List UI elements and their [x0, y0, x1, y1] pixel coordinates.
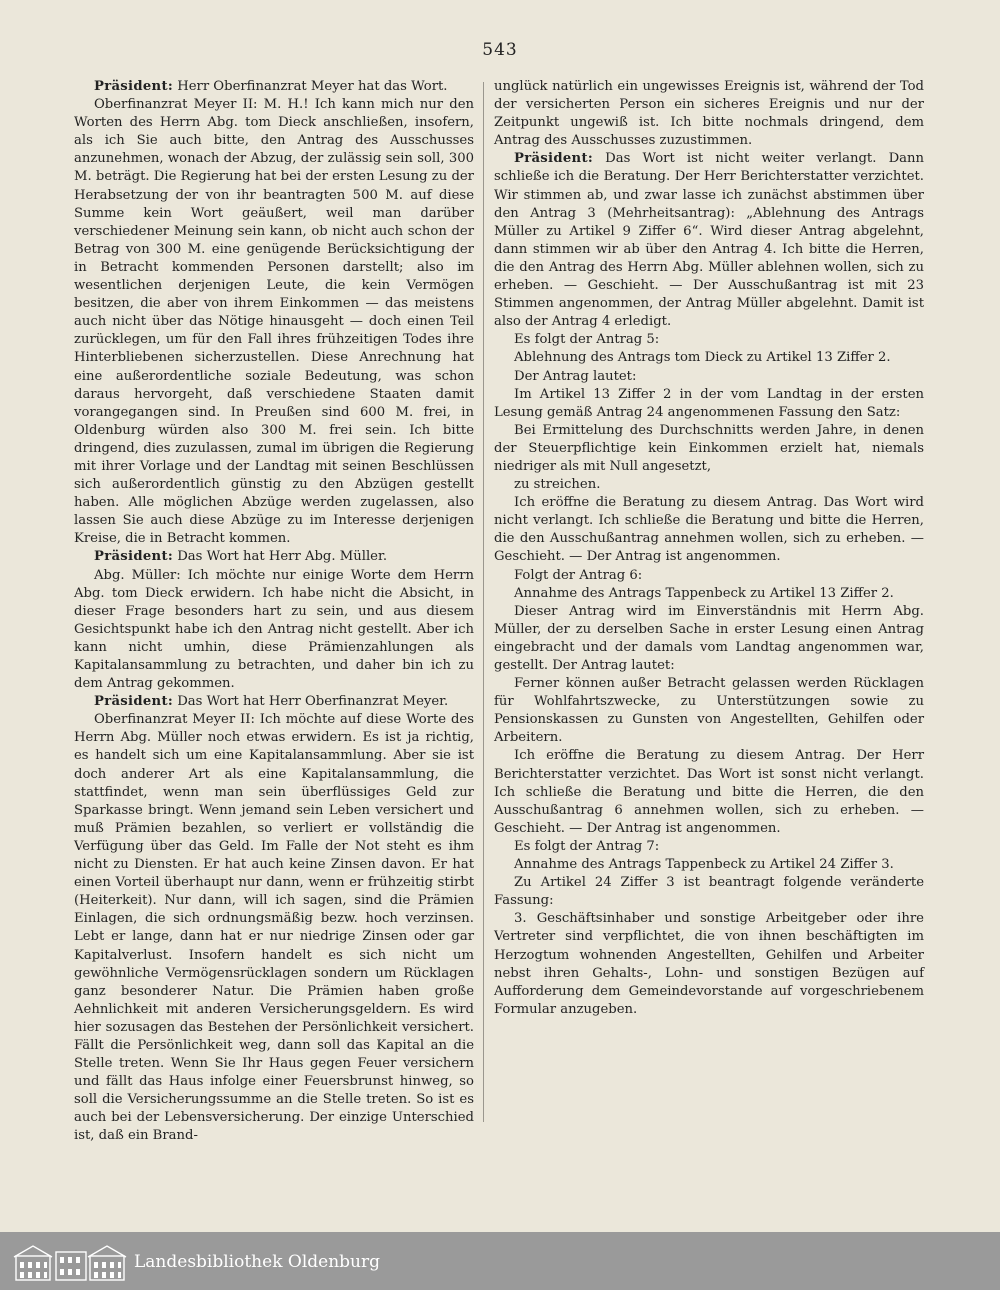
- speaker-text: Herr Oberfinanzrat Meyer hat das Wort.: [173, 79, 448, 94]
- paragraph: Oberfinanzrat Meyer II: Ich möchte auf diese Worte des Herrn Abg. Müller noch etwas erwidern. Es ist ja richtig, es handelt sich um eine Kapitalansammlung. Aber sie ist doch anderer Art als eine Kapitalansammlung, die stattfindet, wenn man sein überflüssiges Geld zur Sparkasse bringt. Wenn jemand sein Leben versichert und muß Prämien bezahlen, so verliert er vollständig die Verfügung über das Geld. Im Falle der Not steht es ihm nicht zu Diensten. Er hat auch keine Zinsen davon. Er hat einen Vorteil überhaupt nur dann, wenn er frühzeitig stirbt (Heiterkeit). Nur dann, will ich sagen, sind die Prämien Einlagen, die sich ordnungsmäßig bezw. hoch verzinsen. Lebt er lange, dann hat er nur niedrige Zinsen oder gar Kapitalverlust. Insofern handelt es sich nicht um gewöhnliche Vermögensrücklagen sondern um Rücklagen ganz besonderer Natur. Die Prämien haben große Aehnlichkeit mit anderen Versicherungsgeldern. Es wird hier sozusagen das Bestehen der Persönlichkeit versichert. Fällt die Persönlichkeit weg, dann soll das Kapital an die Stelle treten. Wenn Sie Ihr Haus gegen Feuer versichern und fällt das Haus infolge einer Feuersbrunst hinweg, so soll die Versicherungssumme an die Stelle treten. So ist es auch bei der Lebensversicherung. Der einzige Unterschied ist, daß ein Brand-: [74, 712, 474, 1144]
- indented-text: 3. Geschäftsinhaber und sonstige Arbeitgeber oder ihre Vertreter sind verpflichtet, die von ihnen beschäftigten im Herzogtum wohnenden Angestellten, Gehilfen und Arbeiter nebst ihren Gehalts-, Lohn- und sonstigen Bezügen auf Aufforderung dem Gemeindevorstande auf vorgeschriebenem Formular anzugeben.: [494, 911, 924, 1017]
- speaker-paragraph: [494, 150, 924, 331]
- indented-text: Annahme des Antrags Tappenbeck zu Artikel 13 Ziffer 2.: [514, 585, 894, 601]
- paragraph: Abg. Müller: Ich möchte nur einige Worte dem Herrn Abg. tom Dieck erwidern. Ich habe nicht die Absicht, in dieser Frage besonders hart zu sein, und aus diesem Gesichtspunkt habe ich den Antrag nicht gestellt. Aber ich kann nicht umhin, diese Prämienzahlungen als Kapitalansammlung zu betrachten, und daher bin ich zu dem Antrag gekommen.: [74, 567, 474, 692]
- speaker-text: Das Wort hat Herr Oberfinanzrat Meyer.: [173, 694, 449, 710]
- paragraph: Ich eröffne die Beratung zu diesem Antrag. Das Wort wird nicht verlangt. Ich schließe die Beratung und bitte die Herren, die den Ausschußantrag annehmen wollen, sich zu erheben. — Geschieht. — Der Antrag ist angenommen.: [494, 495, 924, 565]
- speaker-name: Präsident:: [94, 694, 174, 710]
- indented-text: Ferner können außer Betracht gelassen werden Rücklagen für Wohlfahrtszwecke, zu Unterstützungen sowie zu Pensionskassen zu Gunsten von Angestellten, Gehilfen oder Arbeitern.: [494, 676, 924, 746]
- indented-text: Es folgt der Antrag 5:: [514, 332, 660, 348]
- speaker-paragraph: [74, 78, 474, 96]
- speaker-name: Präsident:: [514, 151, 594, 167]
- paragraph: Ich eröffne die Beratung zu diesem Antrag. Der Herr Berichterstatter verzichtet. Das Wort ist sonst nicht verlangt. Ich schließe die Beratung und bitte die Herren, die den Ausschußantrag 6 annehmen wollen, sich zu erheben. — Geschieht. — Der Antrag ist angenommen.: [494, 748, 924, 836]
- right-column: [494, 78, 924, 1019]
- indented-text: Annahme des Antrags Tappenbeck zu Artikel 24 Ziffer 3.: [514, 857, 894, 873]
- indented-text: Bei Ermittelung des Durchschnitts werden Jahre, in denen der Steuerpflichtige kein Einkommen erzielt hat, niemals niedriger als mit Null angesetzt,: [494, 422, 924, 474]
- column-divider: [483, 82, 484, 1122]
- speaker-name: Präsident:: [94, 549, 174, 565]
- speaker-name: Präsident:: [94, 79, 174, 94]
- indented-text: Es folgt der Antrag 7:: [514, 838, 660, 854]
- indented-text: zu streichen.: [514, 477, 601, 493]
- paragraph: Dieser Antrag wird im Einverständnis mit Herrn Abg. Müller, der zu derselben Sache in erster Lesung einen Antrag eingebracht und der damals vom Landtag angenommen war, gestellt. Der Antrag lautet:: [494, 603, 924, 673]
- speaker-text: Das Wort hat Herr Abg. Müller.: [173, 549, 388, 565]
- library-name: Landesbibliothek Oldenburg: [134, 1252, 381, 1272]
- indented-text: Der Antrag lautet:: [514, 368, 637, 384]
- left-column: [74, 78, 474, 1146]
- indented-text: Folgt der Antrag 6:: [514, 567, 643, 583]
- library-building-icon: [10, 1242, 128, 1282]
- indented-text: Im Artikel 13 Ziffer 2 in der vom Landtag in der ersten Lesung gemäß Antrag 24 angenommenen Fassung den Satz:: [494, 386, 924, 420]
- page-number: 543: [482, 40, 518, 60]
- speaker-text: Das Wort ist nicht weiter verlangt. Dann schließe ich die Beratung. Der Herr Berichterstatter verzichtet. Wir stimmen ab, und zwar lasse ich zunächst abstimmen über den Antrag 3 (Mehrheitsantrag): „Ablehnung des Antrags Müller zu Artikel 9 Ziffer 6“. Wird dieser Antrag abgelehnt, dann stimmen wir ab über den Antrag 4. Ich bitte die Herren, die den Antrag des Herrn Abg. Müller ablehnen wollen, sich zu erheben. — Geschieht. — Der Ausschußantrag ist mit 23 Stimmen angenommen, der Antrag Müller abgelehnt. Damit ist also der Antrag 4 erledigt.: [494, 151, 924, 330]
- indented-text: Ablehnung des Antrags tom Dieck zu Artikel 13 Ziffer 2.: [514, 350, 891, 366]
- speaker-paragraph: [74, 693, 474, 711]
- paragraph: unglück natürlich ein ungewisses Ereignis ist, während der Tod der versicherten Person ein sicheres Ereignis und nur der Zeitpunkt ungewiß ist. Ich bitte nochmals dringend, dem Antrag des Ausschusses zuzustimmen.: [494, 79, 924, 149]
- paragraph: Zu Artikel 24 Ziffer 3 ist beantragt folgende veränderte Fassung:: [494, 875, 924, 909]
- paragraph: Oberfinanzrat Meyer II: M. H.! Ich kann mich nur den Worten des Herrn Abg. tom Dieck anschließen, insofern, als ich Sie auch bitte, den Antrag des Ausschusses anzunehmen, wonach der Abzug, der zulässig sein soll, 300 M. beträgt. Die Regierung hat bei der ersten Lesung zu der Herabsetzung der von ihr beantragten 500 M. auf diese Summe kein Wort geäußert, weil man darüber verschiedener Meinung sein kann, ob nicht auch schon der Betrag von 300 M. eine genügende Berücksichtigung der in Betracht kommenden Personen darstellt; also im wesentlichen derjenigen Leute, die kein Vermögen besitzen, die aber von ihrem Einkommen — das meistens auch nicht über das Nötige hinausgeht — doch einen Teil zurücklegen, um für den Fall ihres frühzeitigen Todes ihre Hinterbliebenen sicherzustellen. Diese Anrechnung hat eine außerordentliche soziale Bedeutung, was schon daraus hervorgeht, daß verschiedene Staaten damit vorangegangen sind. In Preußen sind 600 M. frei, in Oldenburg würden also 300 M. frei sein. Ich bitte dringend, dies zuzulassen, zumal im übrigen die Regierung mit ihrer Vorlage und der Landtag mit seinen Beschlüssen sich außerordentlich günstig zu den Abzügen gestellt haben. Alle möglichen Abzüge werden zugelassen, also lassen Sie auch diese Abzüge zu im Interesse derjenigen Kreise, die in Betracht kommen.: [74, 97, 474, 547]
- footer-bar: [0, 1232, 1000, 1290]
- speaker-paragraph: [74, 548, 474, 566]
